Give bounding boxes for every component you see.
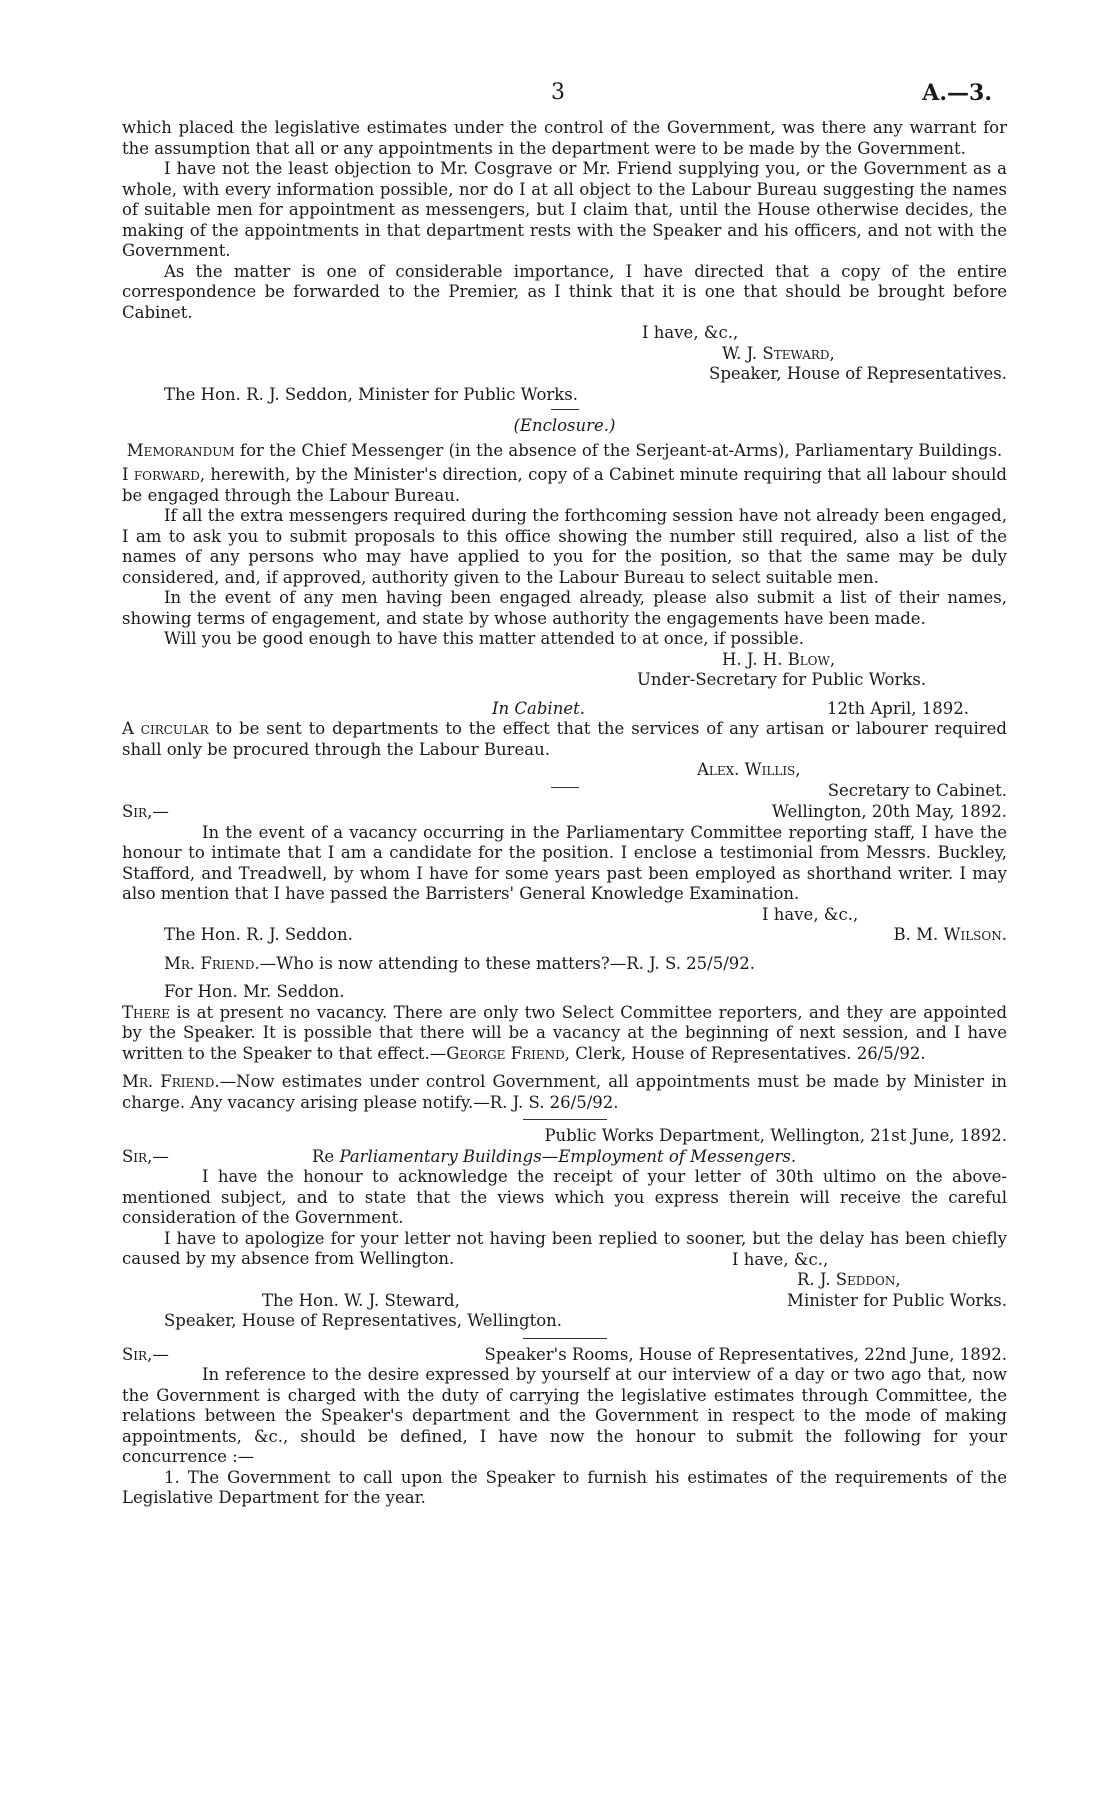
enclosure-paragraph-3: In the event of any men having been engaged already, please also submit a list of their names, showing terms of engagement, and state by whose authority the engagements have been made. [122, 588, 1007, 628]
letter1-title: Speaker, House of Representatives. [709, 364, 1007, 383]
letter2-place-date: Wellington, 20th May, 1892. [771, 802, 1007, 821]
cabinet-date: 12th April, 1892. [826, 698, 969, 718]
minute1 [122, 954, 1007, 975]
letter2-addressee: The Hon. R. J. Seddon. [164, 925, 353, 944]
letter4-paragraph-1: In reference to the desire expressed by yourself at our interview of a day or two ago that, now the Government is charged with the duty of carrying the legislative estimates through Committee, the relations between the Speaker's department and the Government in respect to the mode of making appointments, &c., should be defined, I have now the honour to submit the following for your concurrence :— [122, 1365, 1007, 1466]
letter3-salutation-row [122, 1147, 1007, 1168]
letter3-signature: R. J. Seddon, [797, 1270, 901, 1289]
memo-title-text: for the Chief Messenger (in the absence of the Serjeant-at-Arms), Parliamentary Buildings. [239, 440, 1003, 460]
letter3-sign-row [122, 1291, 1007, 1312]
minute2-text: —Now estimates under control Government, all appointments must be made by Minister in charge. Any vacancy arising please notify.—R. J. S. 26/5/92. [122, 1072, 1007, 1112]
reply1-paragraph [122, 1003, 1007, 1065]
reply1-text: is at present no vacancy. There are only two Select Committee reporters, and they are appointed by the Speaker. It is possible that there will be a vacancy at the beginning of next session, and I have written to the Speaker to that effect.— [122, 1002, 1008, 1063]
letter1-paragraph-3: As the matter is one of considerable importance, I have directed that a copy of the entire correspondence be forwarded to the Premier, as I think that it is one that should be brought before Cabinet. [122, 261, 1007, 322]
letter3-place-date: Public Works Department, Wellington, 21st June, 1892. [544, 1126, 1007, 1145]
letter3-addressee-1: The Hon. W. J. Steward, [262, 1290, 460, 1310]
page-number: 3 [551, 80, 565, 105]
letter3-paragraph-2: I have to apologize for your letter not having been replied to sooner, but the delay has been chiefly caused by my absence from Wellington. [122, 1228, 1007, 1268]
reply1-for-line: For Hon. Mr. Seddon. [164, 982, 345, 1001]
letter3-subject [312, 1147, 796, 1168]
letter1-addressee: The Hon. R. J. Seddon, Minister for Public Works. [164, 384, 579, 404]
minute1-text: —Who is now attending to these matters?—R. J. S. 25/5/92. [259, 953, 756, 973]
letter4-heading-row [122, 1345, 1007, 1366]
letter1-paragraph-2: I have not the least objection to Mr. Cosgrave or Mr. Friend supplying you, or the Government as a whole, with every information possible, nor do I at all object to the Labour Bureau suggesting the names of suitable men for appointment as messengers, but I claim that, until the House otherwise decides, the making of the appointments in that department rests with the Speaker and his officers, and not with the Government. [122, 159, 1007, 260]
enclosure-title: Under-Secretary for Public Works. [637, 670, 927, 689]
reply1-sign-rest: Clerk, House of Representatives. 26/5/92. [575, 1043, 926, 1063]
letter3-re-subject: Parliamentary Buildings—Employment of Messengers. [339, 1146, 797, 1166]
letter3-closing: I have, &c., [732, 1249, 829, 1269]
letter1-paragraph-1: which placed the legislative estimates under the control of the Government, was there any warrant for the assumption that all or any appointments in the department were to be made by the Government. [122, 118, 1007, 158]
reply1-sign-name: George Friend, [446, 1043, 571, 1063]
document-body [122, 118, 1007, 1509]
section-divider [551, 787, 579, 788]
cabinet-heading-row [122, 699, 1007, 720]
letter3-addressee-2: Speaker, House of Representatives, Wellington. [164, 1311, 563, 1330]
minute2-lead: Mr. Friend. [122, 1072, 220, 1091]
document-reference: A.—3. [922, 80, 992, 106]
cabinet-signature: Alex. Willis, [697, 760, 801, 779]
memo-title [122, 441, 1007, 462]
enclosure-paragraph-1 [122, 465, 1007, 506]
letter2-paragraph-1: In the event of a vacancy occurring in the Parliamentary Committee reporting staff, I have the honour to intimate that I am a candidate for the position. I enclose a testimonial from Messrs. Buckley, Stafford, and Treadwell, by whom I have for some years past been employed as shorthand writer. I may also mention that I have passed the Barristers' General Knowledge Examination. [122, 822, 1007, 903]
enclosure-paragraph-1-text: herewith, by the Minister's direction, copy of a Cabinet minute requiring that all labour should be engaged through the Labour Bureau. [122, 465, 1007, 505]
minute2 [122, 1072, 1007, 1113]
cabinet-heading: In Cabinet. [492, 698, 585, 718]
letter3-paragraph-1: I have the honour to acknowledge the receipt of your letter of 30th ultimo on the above-mentioned subject, and to state that the views which you express therein will receive the careful consideration of the Government. [122, 1167, 1007, 1227]
enclosure-lead: I forward, [122, 465, 206, 484]
letter2-closing: I have, &c., [762, 904, 859, 924]
letter1-closing: I have, &c., [642, 323, 739, 342]
reply1-lead: There [122, 1002, 171, 1022]
letter3-re-prefix: Re [312, 1146, 335, 1166]
letter2-heading-row [122, 802, 1007, 823]
letter4-item-1: 1. The Government to call upon the Speaker to furnish his estimates of the requirements of the Legislative Department for the year. [122, 1467, 1007, 1507]
letter3-title: Minister for Public Works. [787, 1290, 1007, 1310]
enclosure-heading [122, 416, 1007, 437]
section-divider [523, 1338, 607, 1339]
letter2-signature: B. M. Wilson. [893, 925, 1007, 944]
enclosure-paragraph-4: Will you be good enough to have this matter attended to at once, if possible. [164, 629, 804, 648]
cabinet-minute [122, 719, 1007, 760]
section-divider [551, 409, 579, 410]
letter4-place-date: Speaker's Rooms, House of Representatives, 22nd June, 1892. [484, 1344, 1007, 1364]
letter2-salutation: Sir,— [122, 802, 169, 821]
cabinet-text: to be sent to departments to the effect that the services of any artisan or labourer required shall only be procured through the Labour Bureau. [122, 719, 1007, 759]
cabinet-lead: A circular [122, 719, 209, 738]
letter4-salutation: Sir,— [122, 1344, 169, 1364]
enclosure-signature: H. J. H. Blow, [722, 649, 836, 669]
enclosure-paragraph-2: If all the extra messengers required during the forthcoming session have not already been engaged, I am to ask you to submit proposals to this office showing the number still required, also a list of the names of any persons who may have applied to you for the position, so that the same may be duly considered, and, if approved, authority given to the Labour Bureau to select suitable men. [122, 506, 1007, 587]
letter1-signature: W. J. Steward, [722, 343, 835, 363]
section-divider [523, 1119, 607, 1120]
letter2-sign-row [122, 925, 1007, 946]
enclosure-heading-text: (Enclosure.) [513, 416, 616, 435]
cabinet-title: Secretary to Cabinet. [827, 780, 1007, 800]
letter3-salutation: Sir,— [122, 1146, 169, 1166]
minute1-lead: Mr. Friend. [164, 953, 260, 973]
memo-label: Memorandum [126, 440, 235, 460]
